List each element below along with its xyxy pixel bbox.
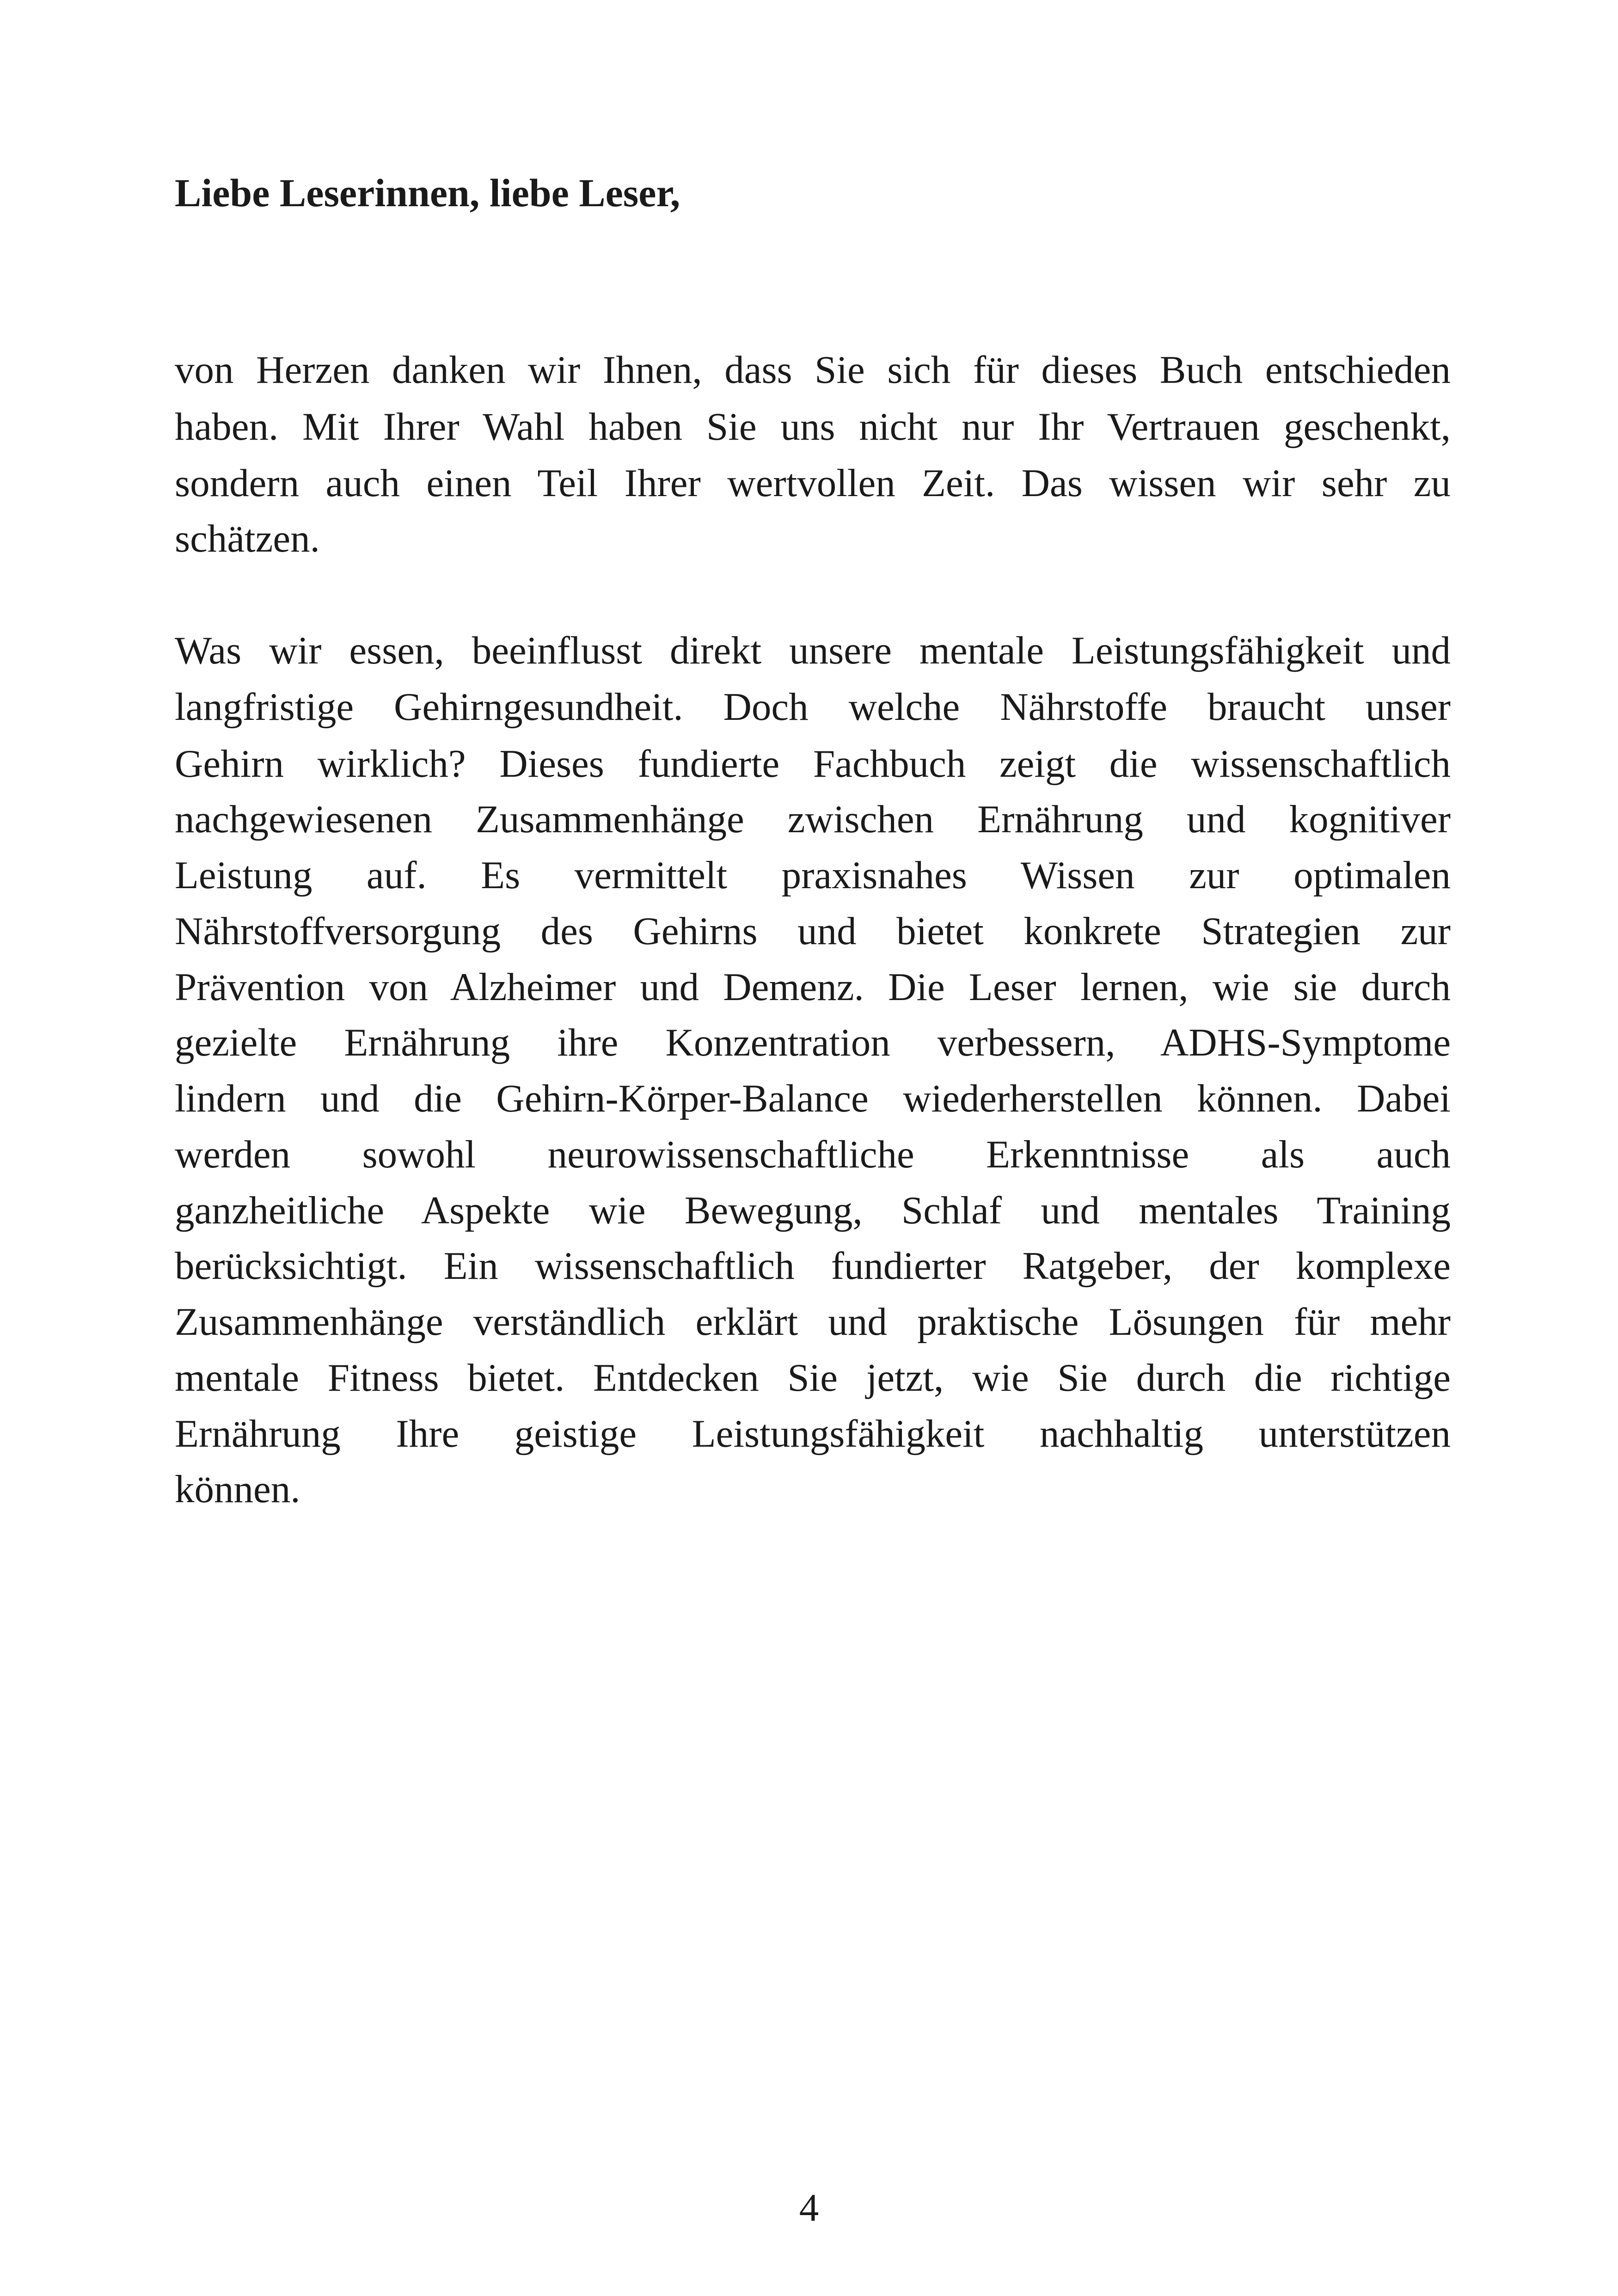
paragraph-1-line-1: von Herzen danken wir Ihnen, dass Sie sich für dieses Buch entschieden bbox=[175, 348, 1451, 392]
paragraph-2-line-10: werden sowohl neurowissenschaftliche Erkenntnisse als auch bbox=[175, 1133, 1451, 1176]
paragraph-2-line-2: langfristige Gehirngesundheit. Doch welche Nährstoffe braucht unser bbox=[175, 685, 1451, 729]
paragraph-2-line-15: Ernährung Ihre geistige Leistungsfähigkeit nachhaltig unterstützen bbox=[175, 1412, 1451, 1455]
paragraph-1-line-4: schätzen. bbox=[175, 517, 320, 560]
paragraph-2-line-4: nachgewiesenen Zusammenhänge zwischen Ernährung und kognitiver bbox=[175, 798, 1451, 841]
paragraph-2-line-14: mentale Fitness bietet. Entdecken Sie jetzt, wie Sie durch die richtige bbox=[175, 1356, 1451, 1400]
paragraph-2-line-9: lindern und die Gehirn-Körper-Balance wiederherstellen können. Dabei bbox=[175, 1077, 1451, 1120]
paragraph-2-line-8: gezielte Ernährung ihre Konzentration verbessern, ADHS-Symptome bbox=[175, 1021, 1451, 1064]
paragraph-2-line-1: Was wir essen, beeinflusst direkt unsere mentale Leistungsfähigkeit und bbox=[175, 629, 1451, 672]
paragraph-2-line-6: Nährstoffversorgung des Gehirns und bietet konkrete Strategien zur bbox=[175, 909, 1451, 953]
paragraph-2-line-11: ganzheitliche Aspekte wie Bewegung, Schlaf und mentales Training bbox=[175, 1189, 1451, 1232]
greeting-heading: Liebe Leserinnen, liebe Leser, bbox=[175, 171, 680, 215]
paragraph-2-line-12: berücksichtigt. Ein wissenschaftlich fundierter Ratgeber, der komplexe bbox=[175, 1244, 1451, 1288]
paragraph-2-line-16: können. bbox=[175, 1467, 300, 1511]
paragraph-2-line-3: Gehirn wirklich? Dieses fundierte Fachbuch zeigt die wissenschaftlich bbox=[175, 742, 1451, 786]
paragraph-1-line-2: haben. Mit Ihrer Wahl haben Sie uns nicht nur Ihr Vertrauen geschenkt, bbox=[175, 405, 1451, 448]
paragraph-2-line-5: Leistung auf. Es vermittelt praxisnahes Wissen zur optimalen bbox=[175, 853, 1451, 897]
paragraph-2-line-7: Prävention von Alzheimer und Demenz. Die Leser lernen, wie sie durch bbox=[175, 965, 1451, 1009]
page-number: 4 bbox=[799, 2186, 819, 2229]
paragraph-2-line-13: Zusammenhänge verständlich erklärt und praktische Lösungen für mehr bbox=[175, 1300, 1451, 1344]
paragraph-1-line-3: sondern auch einen Teil Ihrer wertvollen Zeit. Das wissen wir sehr zu bbox=[175, 461, 1451, 505]
